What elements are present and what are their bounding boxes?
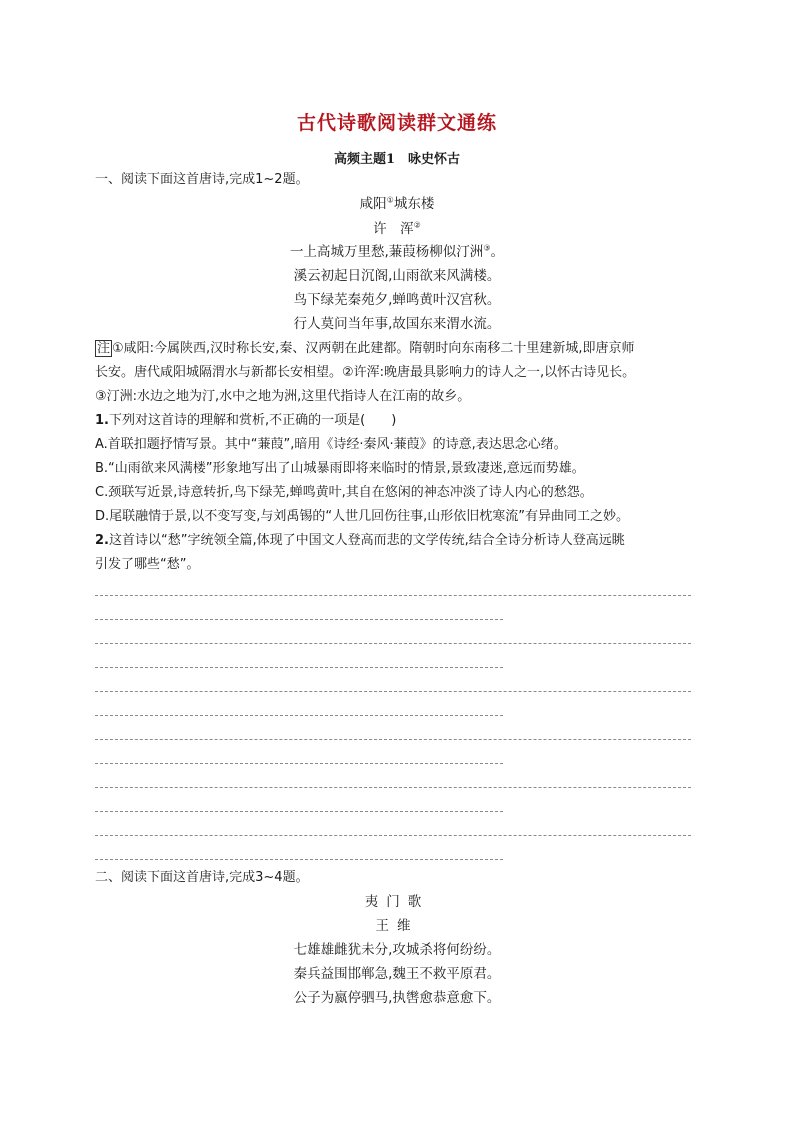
section2-instruction: 二、阅读下面这首唐诗,完成3~4题。 — [95, 870, 309, 885]
poem2-title: 夷门歌 — [364, 894, 430, 910]
poem1-title-footnote-mark: ① — [386, 195, 394, 205]
note-label-box: 注 — [97, 341, 111, 356]
poem1-line-1-end: 。 — [490, 244, 504, 260]
section1-instruction: 一、阅读下面这首唐诗,完成1~2题。 — [95, 172, 309, 187]
poem1-author-footnote-mark: ② — [413, 220, 421, 230]
answer-line[interactable] — [95, 811, 503, 812]
poem1-line-4: 行人莫问当年事,故国东来渭水流。 — [293, 316, 501, 332]
question-1-number: 1. — [95, 413, 109, 428]
poem1-line-3: 鸟下绿芜秦苑夕,蝉鸣黄叶汉宫秋。 — [293, 292, 501, 308]
answer-line[interactable] — [95, 787, 691, 788]
poem1-title-text: 咸阳 — [359, 196, 387, 212]
answer-line[interactable] — [95, 691, 691, 692]
question-1-stem — [95, 412, 396, 430]
poem1-line-2: 溪云初起日沉阁,山雨欲来风满楼。 — [293, 268, 501, 284]
question-2-number: 2. — [95, 533, 109, 548]
question-2-stem — [95, 532, 625, 550]
option-c[interactable]: C.颈联写近景,诗意转折,鸟下绿芜,蝉鸣黄叶,其自在悠闲的神态冲淡了诗人内心的愁怨。 — [95, 485, 593, 500]
question-2-text: 这首诗以“愁”字统领全篇,体现了中国文人登高而悲的文学传统,结合全诗分析诗人登高远眺 — [108, 533, 625, 548]
note-line-1 — [95, 340, 634, 358]
poem1-line-1-text: 一上高城万里愁,蒹葭杨柳似汀洲 — [290, 244, 484, 260]
poem2-line-1: 七雄雄雌犹未分,攻城杀将何纷纷。 — [293, 942, 501, 958]
poem1-line-1 — [0, 243, 794, 261]
answer-line[interactable] — [95, 667, 503, 668]
poem2-line-3: 公子为嬴停驷马,执辔愈恭意愈下。 — [293, 990, 501, 1006]
poem2-author: 王维 — [375, 918, 419, 934]
answer-line[interactable] — [95, 763, 503, 764]
page-title: 古代诗歌阅读群文通练 — [296, 112, 497, 134]
poem1-author-name: 许 浑 — [373, 221, 414, 237]
note-text-1: ①咸阳:今属陕西,汉时称长安,秦、汉两朝在此建都。隋朝时向东南移二十里建新城,即唐京师 — [112, 341, 635, 356]
option-a[interactable]: A.首联扣题抒情写景。其中“蒹葭”,暗用《诗经·秦风·蒹葭》的诗意,表达思念心绪。 — [95, 437, 567, 452]
question-2-stem-cont: 引发了哪些“愁”。 — [95, 557, 200, 572]
answer-line[interactable] — [95, 715, 503, 716]
answer-line[interactable] — [95, 595, 691, 596]
question-1-text: 下列对这首诗的理解和赏析,不正确的一项是( ) — [108, 413, 397, 428]
note-line-2: 长安。唐代咸阳城隔渭水与新都长安相望。②许浑:晚唐最具影响力的诗人之一,以怀古诗见长。 — [95, 365, 636, 380]
answer-line[interactable] — [95, 859, 503, 860]
answer-line[interactable] — [95, 619, 503, 620]
poem2-line-2: 秦兵益围邯郸急,魏王不救平原君。 — [293, 966, 501, 982]
answer-line[interactable] — [95, 835, 691, 836]
poem1-title — [0, 195, 794, 213]
poem1-author — [0, 220, 794, 238]
answer-line[interactable] — [95, 739, 691, 740]
option-b[interactable]: B.“山雨欲来风满楼”形象地写出了山城暴雨即将来临时的情景,景致凄迷,意远而势雄。 — [95, 461, 585, 476]
answer-line[interactable] — [95, 643, 691, 644]
poem1-line-1-footnote-mark: ③ — [483, 243, 491, 253]
section-subtitle: 高频主题1 咏史怀古 — [333, 152, 461, 167]
note-line-3: ③汀洲:水边之地为汀,水中之地为洲,这里代指诗人在江南的故乡。 — [95, 389, 471, 404]
option-d[interactable]: D.尾联融情于景,以不变写变,与刘禹锡的“人世几回伤往事,山形依旧枕寒流”有异曲同工之妙。 — [95, 509, 630, 524]
poem1-title-rest: 城东楼 — [393, 196, 435, 212]
